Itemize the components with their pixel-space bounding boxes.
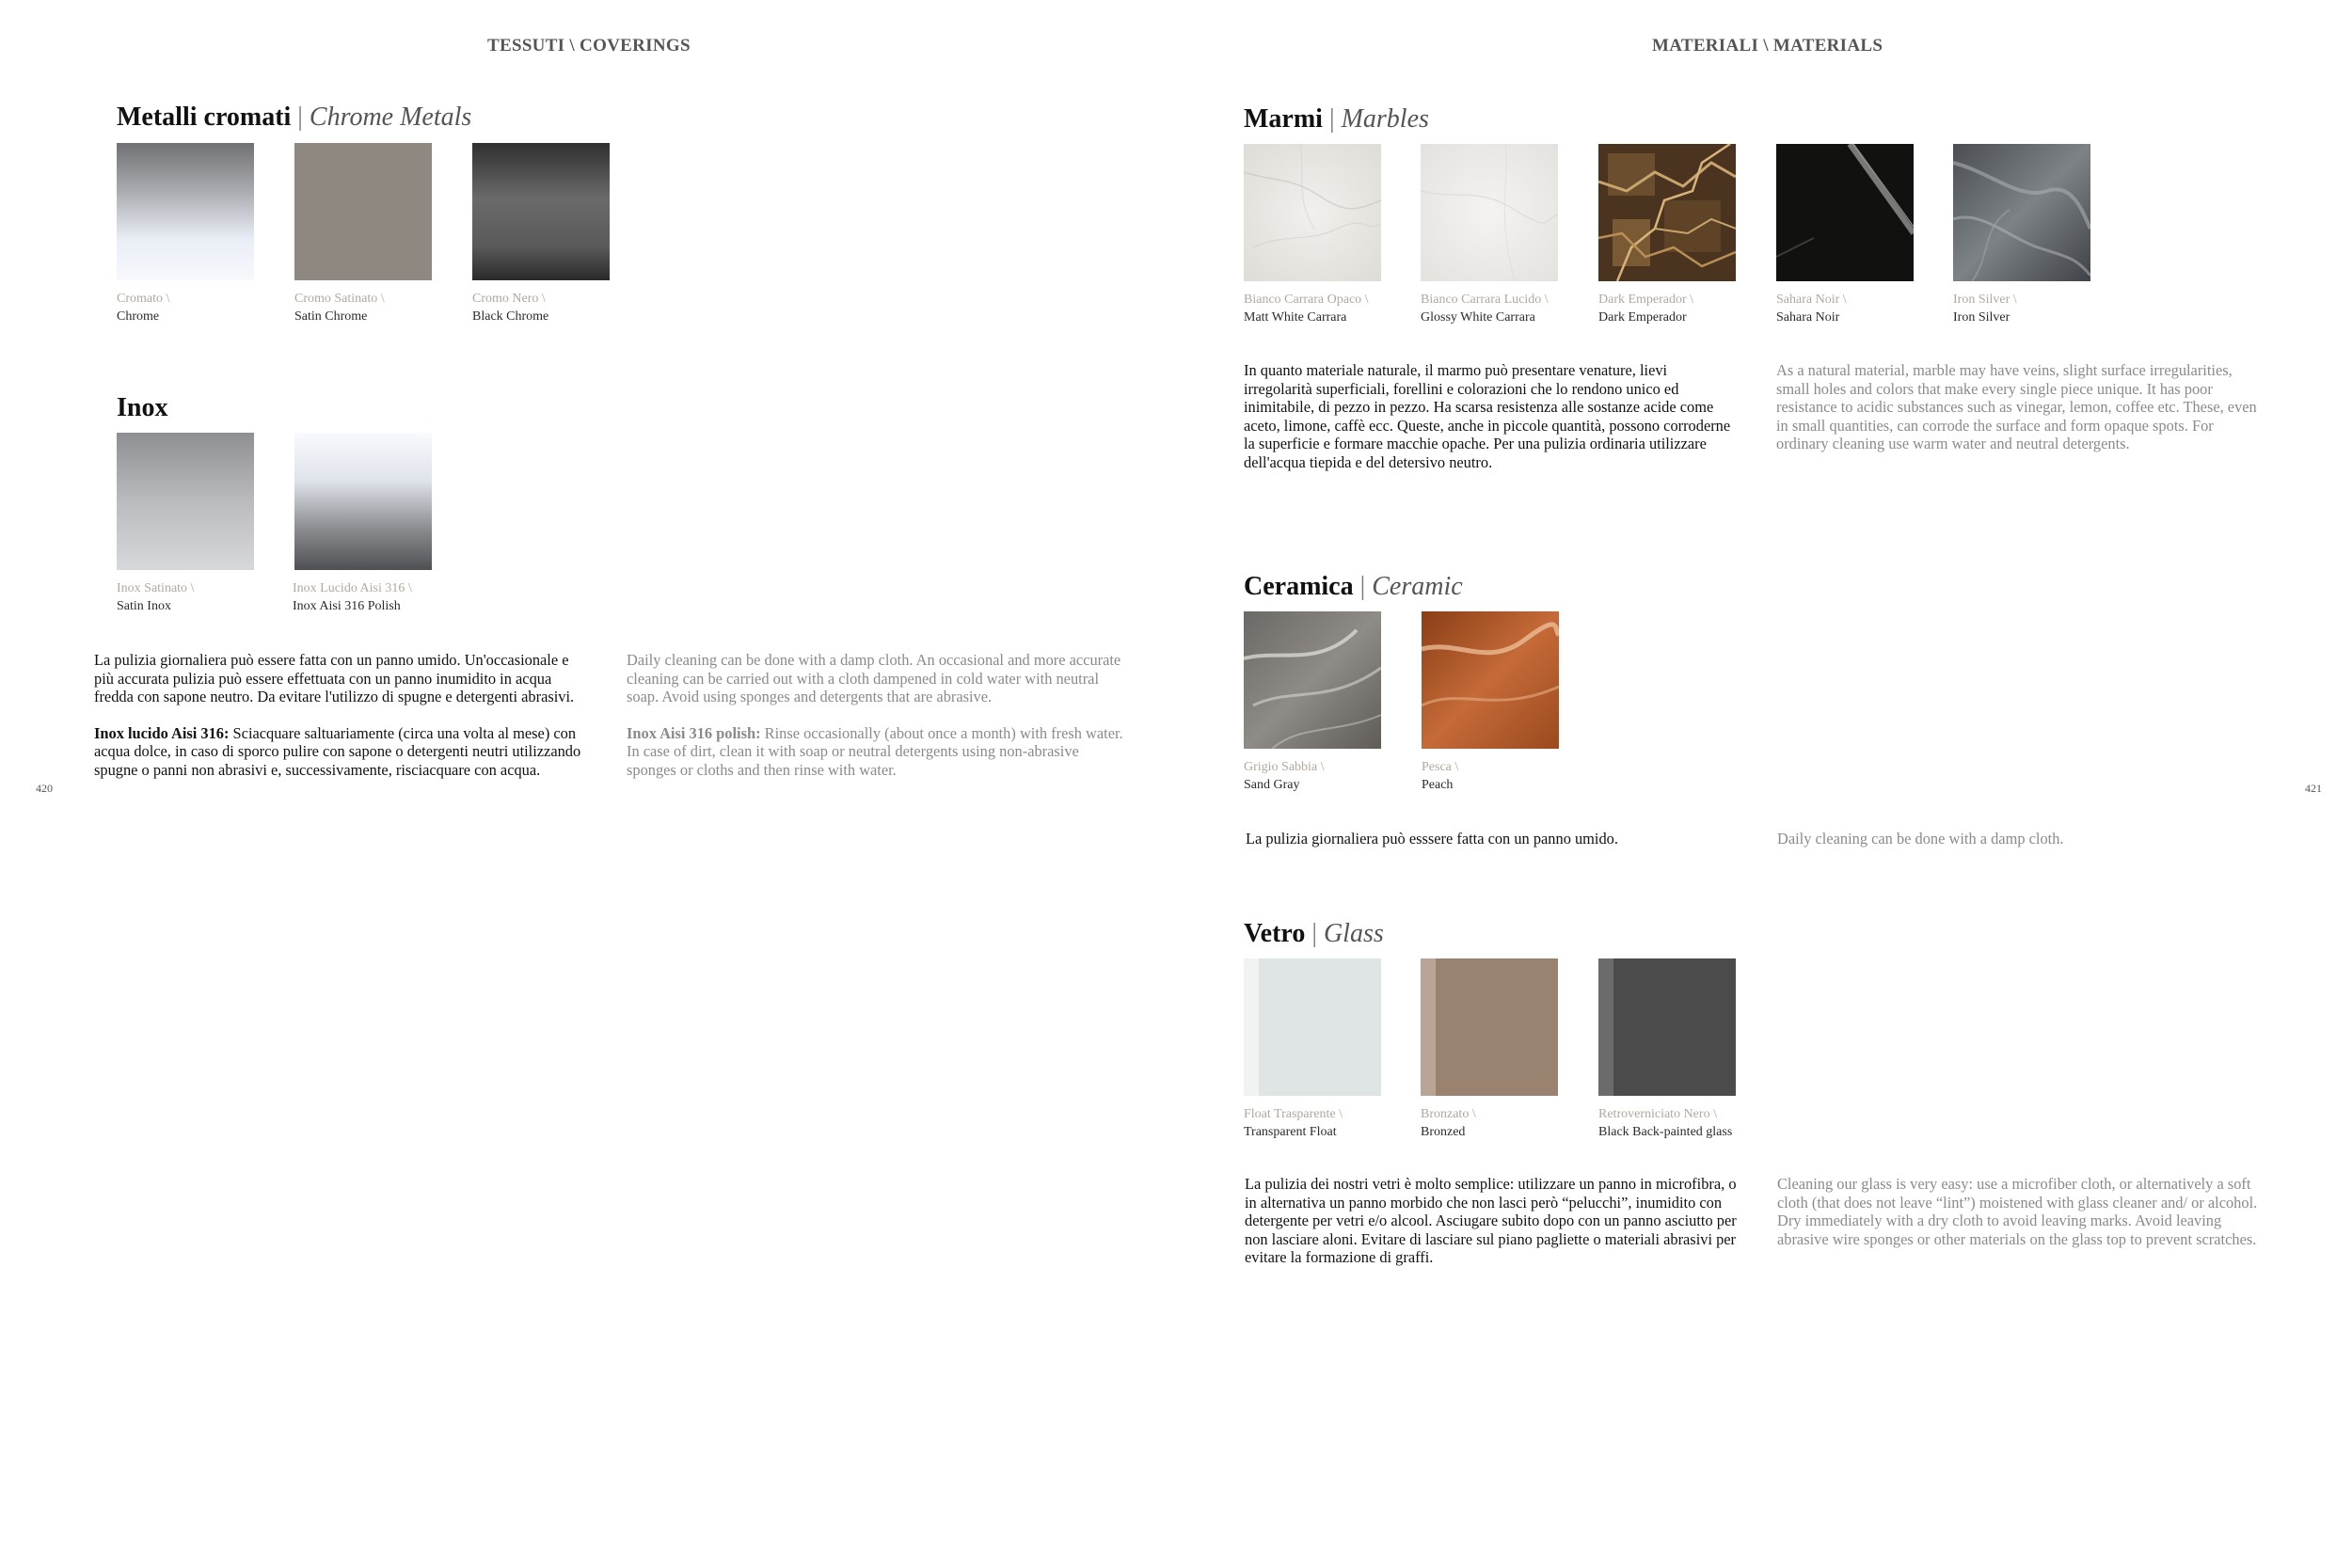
swatch-label-satin-inox: Inox Satinato \ Satin Inox bbox=[117, 581, 195, 613]
swatch-bronzed bbox=[1421, 958, 1558, 1096]
marbles-text-english: As a natural material, marble may have veins, slight surface irregularities, small holes and colors that make every single piece unique. It has poor resistance to acidic substances such as vinegar, lemon, coffee etc. These, even in small quantities, can corrode the surface and form opaque spots. For ordinary cleaning use warm water and neutral detergents. bbox=[1776, 361, 2257, 452]
swatch-sahara-noir bbox=[1776, 144, 1914, 281]
swatch-label-transparent-float: Float Trasparente \ Transparent Float bbox=[1244, 1107, 1343, 1139]
right-page-header: MATERIALI \ MATERIALS bbox=[1652, 36, 1883, 55]
ceramic-text-italian: La pulizia giornaliera può esssere fatta con un panno umido. bbox=[1246, 830, 1618, 847]
swatch-label-matt-white-carrara: Bianco Carrara Opaco \ Matt White Carrara bbox=[1244, 293, 1369, 325]
marbles-title: Marmi | Marbles bbox=[1244, 104, 1429, 134]
marbles-text-italian: In quanto materiale naturale, il marmo può presentare venature, lievi irregolarità superficiali, forellini e colorazioni che lo rendono unico ed inimitabile, di pezzo in pezzo. Ha scarsa resistenza alle sostanze acide come aceto, limone, caffè ecc. Queste, anche in piccole quantità, possono corroderne la superficie e formare macchie opache. Per una pulizia ordinaria utilizzare dell'acqua tiepida e del detersivo neutro. bbox=[1244, 361, 1731, 471]
swatch-black-chrome bbox=[472, 143, 610, 280]
left-page-header: TESSUTI \ COVERINGS bbox=[487, 36, 691, 55]
page-number-right: 421 bbox=[2305, 782, 2322, 795]
glass-title: Vetro | Glass bbox=[1244, 919, 1384, 948]
swatch-label-glossy-white-carrara: Bianco Carrara Lucido \ Glossy White Carrara bbox=[1421, 293, 1549, 325]
swatch-matt-white-carrara bbox=[1244, 144, 1381, 281]
swatch-dark-emperador bbox=[1598, 144, 1736, 281]
chrome-title-sep: | bbox=[297, 103, 303, 132]
swatch-label-satin-chrome: Cromo Satinato \ Satin Chrome bbox=[294, 292, 385, 324]
ceramic-text-english: Daily cleaning can be done with a damp cloth. bbox=[1777, 830, 2064, 847]
swatch-satin-chrome bbox=[294, 143, 432, 280]
swatch-label-black-chrome: Cromo Nero \ Black Chrome bbox=[472, 292, 549, 324]
left-text-it-para2: Inox lucido Aisi 316: Sciacquare saltuariamente (circa una volta al mese) con acqua dolce, in caso di sporco pulire con sapone o detergenti neutri utilizzando spugne o panni non abrasivi e, successivamente, risciacquare con acqua. bbox=[94, 723, 581, 779]
swatch-label-bronzed: Bronzato \ Bronzed bbox=[1421, 1107, 1476, 1139]
swatch-label-chrome: Cromato \ Chrome bbox=[117, 292, 170, 324]
left-text-it-para1: La pulizia giornaliera può essere fatta con un panno umido. Un'occasionale e più accurata pulizia può essere effettuata con un panno inumidito in acqua fredda con sapone neutro. Da evitare l'utilizzo di spugne e detergenti abrasivi. bbox=[94, 651, 575, 705]
swatch-label-inox-polish: Inox Lucido Aisi 316 \ Inox Aisi 316 Polish bbox=[293, 581, 412, 613]
page-number-left: 420 bbox=[36, 782, 53, 795]
swatch-iron-silver bbox=[1953, 144, 2090, 281]
glass-text-italian: La pulizia dei nostri vetri è molto semplice: utilizzare un panno in microfibra, o in alternativa un panno morbido che non lasci però “pelucchi”, inumidito con detergente per vetri e/o alcool. Asciugare subito dopo con un panno asciutto per non lasciare aloni. Evitare di lasciare sul piano pagliette o materiali abrasivi per evitare la formazione di graffi. bbox=[1245, 1175, 1737, 1266]
swatch-peach bbox=[1422, 611, 1559, 749]
swatch-label-dark-emperador: Dark Emperador \ Dark Emperador bbox=[1598, 293, 1694, 325]
left-text-english bbox=[627, 651, 1129, 797]
chrome-title-it: Metalli cromati bbox=[117, 103, 292, 132]
swatch-label-black-back-painted-glass: Retroverniciato Nero \ Black Back-painted glass bbox=[1598, 1107, 1733, 1139]
chrome-metals-title bbox=[117, 104, 471, 131]
swatch-transparent-float bbox=[1244, 958, 1381, 1096]
left-text-italian bbox=[94, 651, 591, 797]
glass-text-english: Cleaning our glass is very easy: use a microfiber cloth, or alternatively a soft cloth (that does not leave “lint”) moistened with glass cleaner and/ or alcohol. Dry immediately with a dry cloth to avoid leaving marks. Avoid leaving abrasive wire sponges or other materials on the glass top to prevent scratches. bbox=[1777, 1175, 2258, 1248]
ceramic-title: Ceramica | Ceramic bbox=[1244, 572, 1463, 601]
swatch-inox-aisi-316-polish bbox=[294, 433, 432, 570]
swatch-sand-gray bbox=[1244, 611, 1381, 749]
swatch-label-iron-silver: Iron Silver \ Iron Silver bbox=[1953, 293, 2017, 325]
swatch-label-sand-gray: Grigio Sabbia \ Sand Gray bbox=[1244, 760, 1325, 792]
swatch-black-back-painted-glass bbox=[1598, 958, 1736, 1096]
swatch-label-peach: Pesca \ Peach bbox=[1422, 760, 1459, 792]
left-text-en-para2: Inox Aisi 316 polish: Rinse occasionally (about once a month) with fresh water. In case of dirt, clean it with soap or neutral detergents using non-abrasive sponges or cloths and then rinse with water. bbox=[627, 723, 1123, 779]
swatch-label-sahara-noir: Sahara Noir \ Sahara Noir bbox=[1776, 293, 1847, 325]
left-text-en-para1: Daily cleaning can be done with a damp cloth. An occasional and more accurate cleaning can be carried out with a cloth dampened in cold water with neutral soap. Avoid using sponges and detergents that are abrasive. bbox=[627, 651, 1121, 705]
swatch-chrome bbox=[117, 143, 254, 280]
swatch-satin-inox bbox=[117, 433, 254, 570]
inox-title: Inox bbox=[117, 393, 168, 422]
swatch-glossy-white-carrara bbox=[1421, 144, 1558, 281]
chrome-title-en: Chrome Metals bbox=[309, 103, 472, 132]
